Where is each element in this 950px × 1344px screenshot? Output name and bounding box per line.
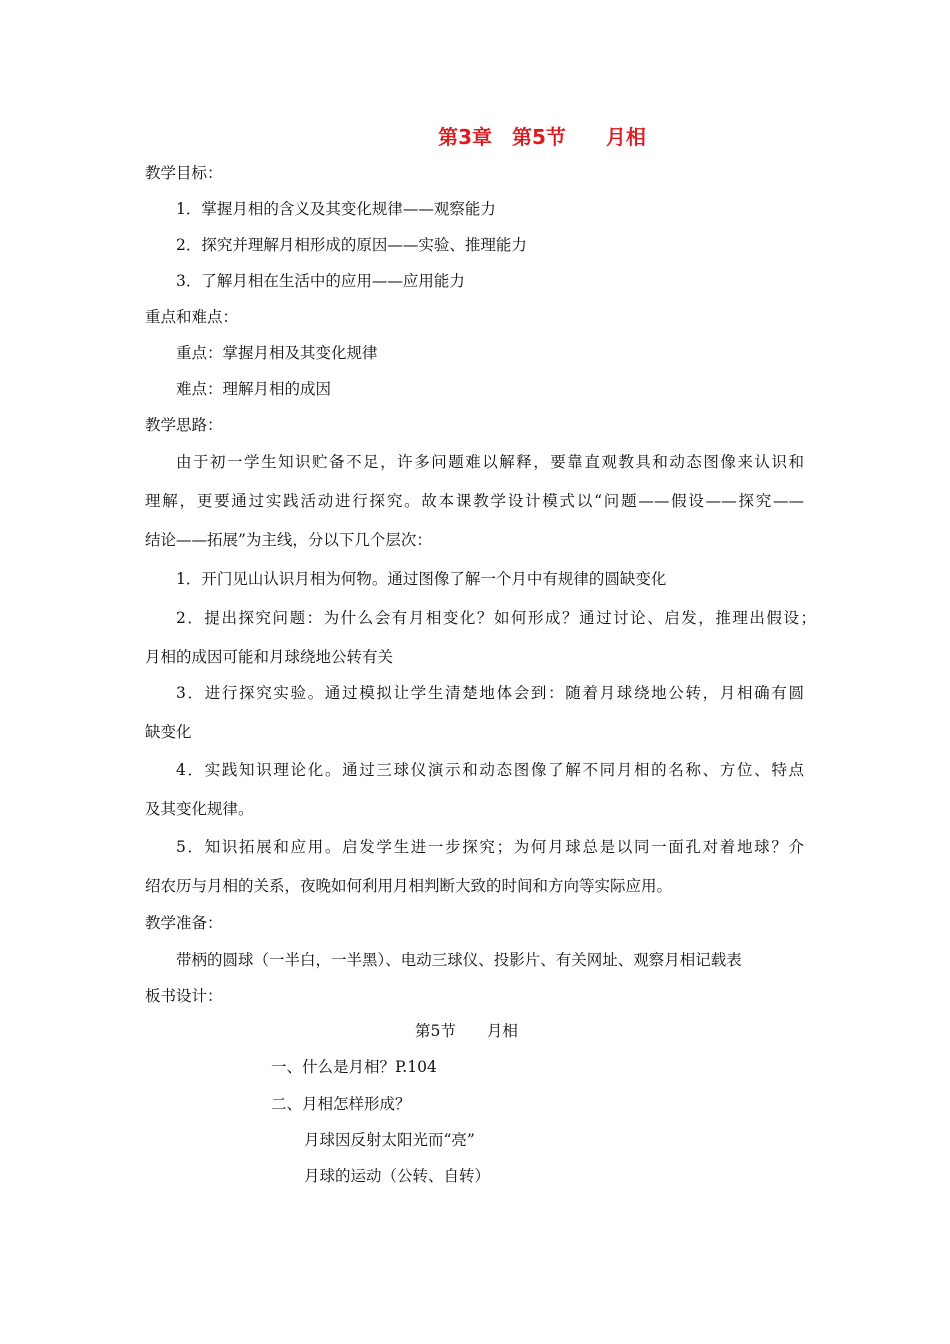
objectives-heading: 教学目标： [145,164,223,182]
objective-item: 3．了解月相在生活中的应用——应用能力 [176,272,465,290]
approach-intro-line: 结论——拓展”为主线，分以下几个层次： [145,531,432,549]
approach-step: 1．开门见山认识月相为何物。通过图像了解一个月中有规律的圆缺变化 [176,570,667,588]
document-title: 第3章 第5节 月相 [438,125,646,149]
approach-step: 3．进行探究实验。通过模拟让学生清楚地体会到：随着月球绕地公转，月相确有圆 [176,684,804,702]
objective-item: 1．掌握月相的含义及其变化规律——观察能力 [176,200,496,218]
approach-heading: 教学思路： [145,416,223,434]
focus-point: 重点：掌握月相及其变化规律 [176,344,378,362]
approach-step-cont: 缺变化 [145,723,192,741]
preparation-heading: 教学准备： [145,914,223,932]
approach-step: 4．实践知识理论化。通过三球仪演示和动态图像了解不同月相的名称、方位、特点 [176,761,804,779]
board-item: 二、月相怎样形成？ [271,1095,411,1113]
keypoints-heading: 重点和难点： [145,308,239,326]
approach-intro-line: 由于初一学生知识贮备不足，许多问题难以解释，要靠直观教具和动态图像来认识和 [176,453,804,471]
approach-step-cont: 月相的成因可能和月球绕地公转有关 [145,648,394,666]
preparation-content: 带柄的圆球（一半白，一半黑）、电动三球仪、投影片、有关网址、观察月相记载表 [176,951,742,969]
approach-intro-line: 理解，更要通过实践活动进行探究。故本课教学设计模式以“问题——假设——探究—— [145,492,804,510]
board-subitem: 月球的运动（公转、自转） [304,1167,491,1185]
approach-step: 5．知识拓展和应用。启发学生进一步探究；为何月球总是以同一面孔对着地球？介 [176,838,804,856]
difficulty-point: 难点：理解月相的成因 [176,380,332,398]
objective-item: 2．探究并理解月相形成的原因——实验、推理能力 [176,236,527,254]
board-heading: 板书设计： [145,987,223,1005]
board-title: 第5节 月相 [415,1022,518,1040]
approach-step-cont: 及其变化规律。 [145,800,254,818]
approach-step-cont: 绍农历与月相的关系，夜晚如何利用月相判断大致的时间和方向等实际应用。 [145,877,673,895]
approach-step: 2．提出探究问题：为什么会有月相变化？如何形成？通过讨论、启发，推理出假设； [176,609,816,627]
board-item: 一、什么是月相？P.104 [271,1058,437,1076]
board-subitem: 月球因反射太阳光而“亮” [304,1131,475,1149]
